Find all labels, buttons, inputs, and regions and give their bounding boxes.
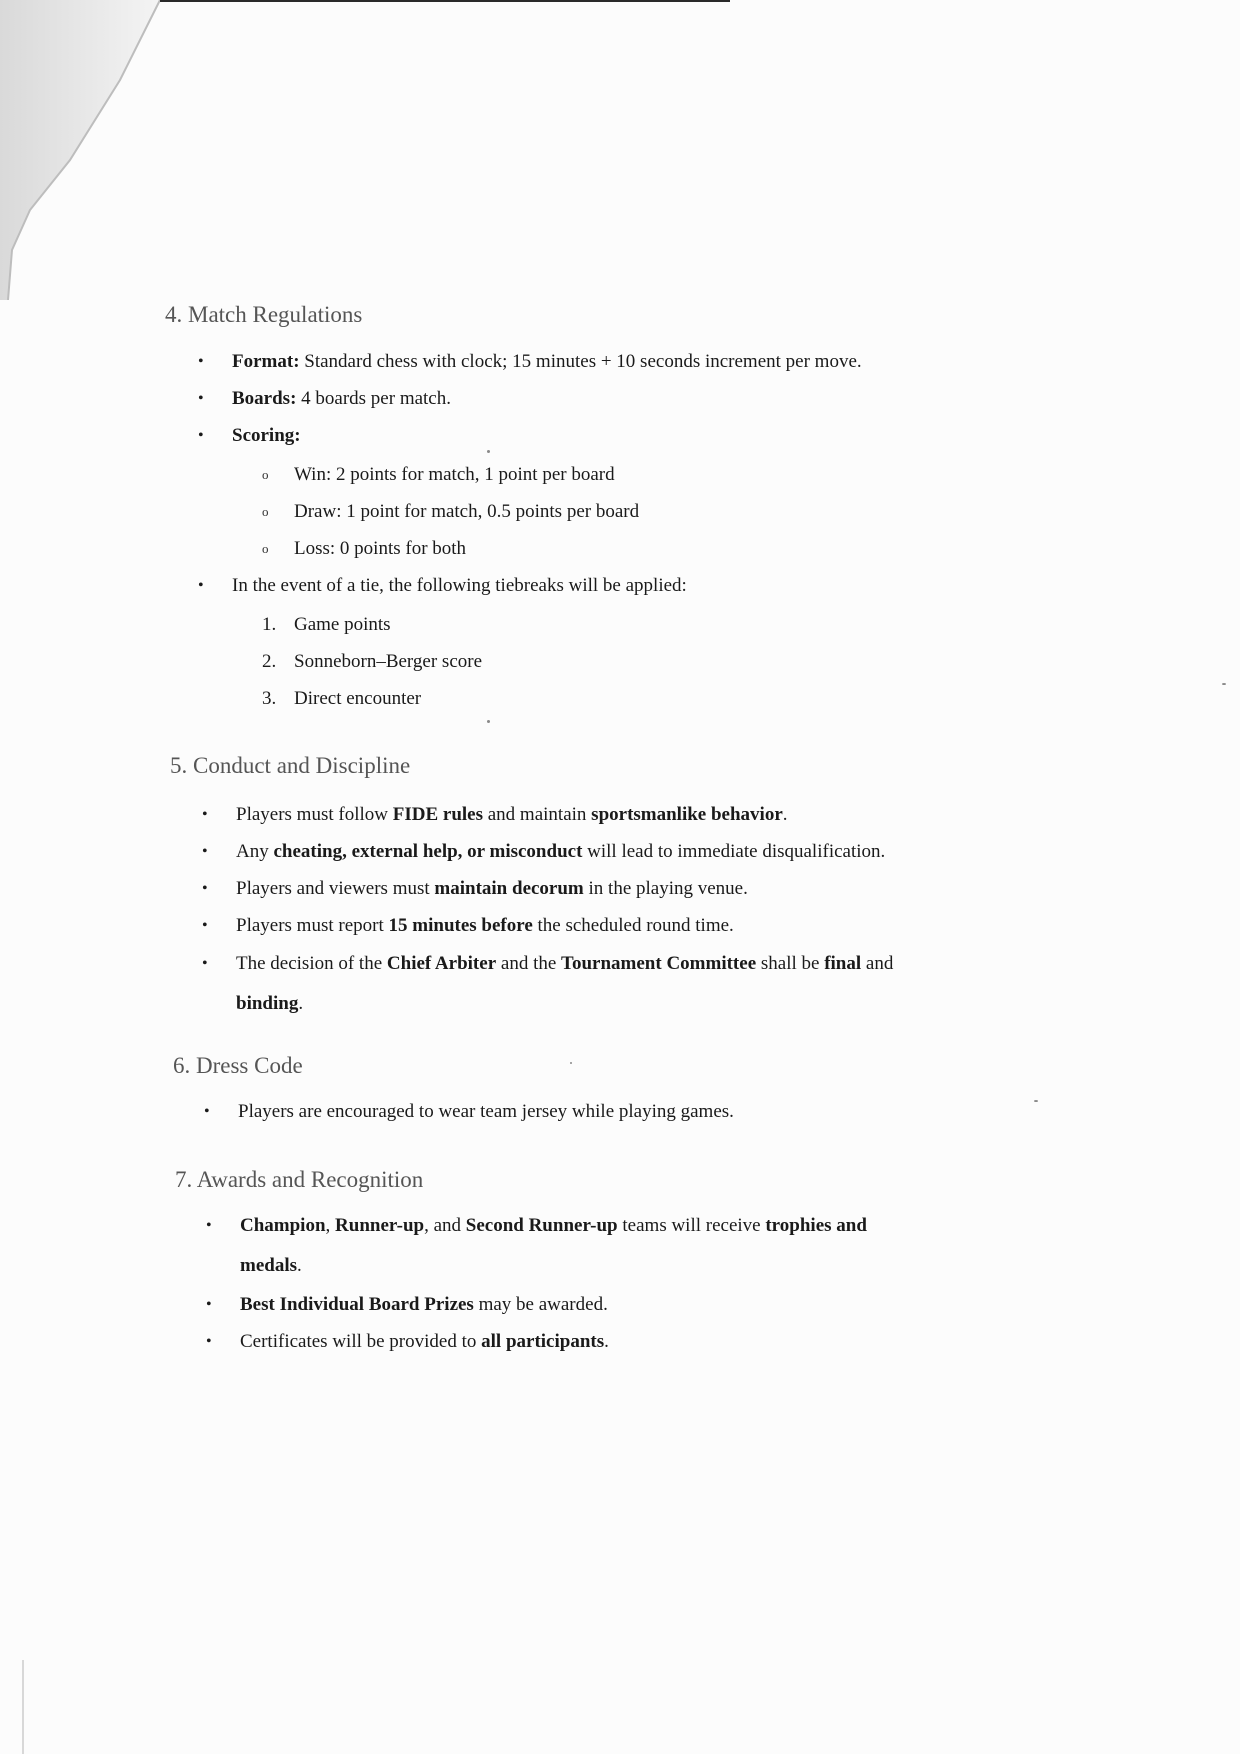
scan-speck [1222,683,1226,685]
bold-run: medals [240,1255,297,1276]
top-edge-line [160,0,730,2]
item-text: 4 boards per match. [296,388,451,409]
dress-code-list [204,1093,1104,1130]
list-item [198,417,1098,567]
section-heading: 4. Match Regulations [165,302,363,327]
scan-speck [487,720,490,723]
list-item [202,870,1102,907]
text-run: , and [424,1215,466,1236]
section-heading: 5. Conduct and Discipline [170,753,411,778]
text-run: shall be [756,953,825,974]
list-item [202,833,1102,870]
conduct-list [202,796,1102,1024]
bold-run: cheating, external help, or misconduct [273,841,583,862]
list-item [206,1286,1106,1323]
tiebreak-list [262,606,1098,717]
text-run: and [861,953,894,974]
section-heading: 6. Dress Code [173,1053,303,1078]
bold-run: FIDE rules [392,804,483,825]
list-item [202,796,1102,833]
item-text: Sonneborn–Berger score [294,651,483,672]
folded-corner-shadow [0,0,170,300]
bold-run: 15 minutes before [388,915,533,936]
list-item [206,1323,1106,1360]
text-run: . [782,804,788,825]
awards-list [206,1206,1106,1360]
sublist-item: o Loss: 0 points for both [262,530,1098,567]
item-text: Standard chess with clock; 15 minutes + 10 seconds increment per move. [299,351,862,372]
text-run: Players must report [236,915,389,936]
text-run: . [604,1331,609,1352]
item-label: Scoring: [232,425,301,446]
list-item [206,1206,1106,1286]
numbered-item [262,606,1098,643]
scan-speck [570,1062,572,1064]
numbered-item [262,680,1098,717]
bold-run: final [824,953,862,974]
list-item [198,343,1098,380]
match-regulations-list [198,343,1098,717]
bold-run: Champion [240,1215,326,1236]
bold-run: Chief Arbiter [386,953,497,974]
list-item [202,907,1102,944]
section-conduct-discipline [170,753,410,779]
item-text: Direct encounter [294,688,422,709]
section-heading: 7. Awards and Recognition [175,1167,424,1192]
text-run: Any [236,841,274,862]
list-item [198,380,1098,417]
text-run: Players and viewers must [236,878,435,899]
section-awards-recognition [175,1167,423,1193]
item-label: Boards: [232,388,297,409]
item-text: Game points [294,614,391,635]
text-run: . [297,1255,302,1276]
text-run: The decision of the [236,953,387,974]
list-item [202,944,1102,1024]
scoring-sublist [262,456,1098,567]
item-number: 3. [262,688,277,709]
text-run: and the [496,953,562,974]
list-item: • Players are encouraged to wear team jersey while playing games. [204,1093,1104,1130]
text-run: Players must follow [236,804,393,825]
item-number: 1. [262,614,277,635]
left-edge-line [22,1660,24,1754]
text-run: in the playing venue. [583,878,748,899]
text-run: , [325,1215,336,1236]
list-item [198,567,1098,717]
bold-run: maintain decorum [434,878,584,899]
bold-run: binding [236,993,299,1014]
text-run: will lead to immediate disqualification. [582,841,886,862]
sublist-item: o Win: 2 points for match, 1 point per board [262,456,1098,493]
text-run: Certificates will be provided to [240,1331,482,1352]
bold-run: Best Individual Board Prizes [240,1294,474,1315]
bold-run: Tournament Committee [561,953,757,974]
text-run: may be awarded. [473,1294,608,1315]
text-run: the scheduled round time. [532,915,734,936]
item-number: 2. [262,651,277,672]
item-text: In the event of a tie, the following tiebreaks will be applied: [232,575,687,596]
text-run: teams will receive [617,1215,766,1236]
section-dress-code [173,1053,303,1079]
section-match-regulations [165,302,362,328]
bold-run: Runner-up [335,1215,425,1236]
bold-run: Second Runner-up [465,1215,618,1236]
item-label: Format: [232,351,300,372]
text-run: and maintain [483,804,592,825]
bold-run: sportsmanlike behavior [591,804,783,825]
text-run: . [298,993,304,1014]
bold-run: trophies and [765,1215,867,1236]
bold-run: all participants [481,1331,605,1352]
numbered-item [262,643,1098,680]
sublist-item: o Draw: 1 point for match, 0.5 points per board [262,493,1098,530]
